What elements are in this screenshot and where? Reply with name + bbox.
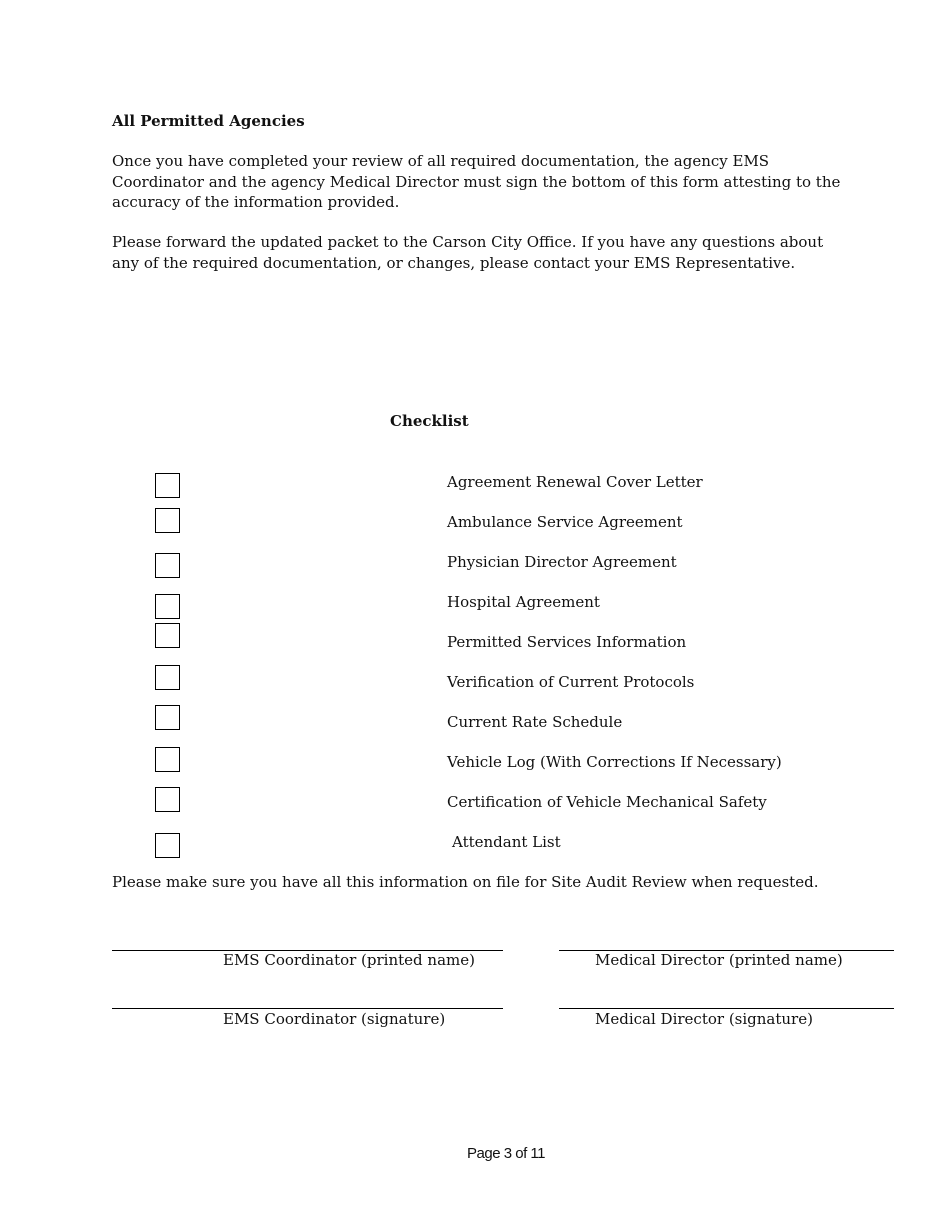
checkbox-physician-director-agreement[interactable] [155,553,180,578]
medical-director-signature-label: Medical Director (signature) [595,1010,813,1028]
checklist-item-label: Ambulance Service Agreement [447,513,683,531]
audit-note: Please make sure you have all this information on file for Site Audit Review when requested. [112,873,819,891]
checkbox-attendant-list[interactable] [155,833,180,858]
ems-coordinator-signature-label: EMS Coordinator (signature) [223,1010,446,1028]
forwarding-paragraph: Please forward the updated packet to the Carson City Office. If you have any questions about any of the required documentation, or changes, please contact your EMS Representative. [112,233,824,272]
checklist-item-label: Current Rate Schedule [447,713,623,731]
checkbox-vehicle-log[interactable] [155,747,180,772]
medical-director-printed-name-label: Medical Director (printed name) [595,951,843,969]
ems-coordinator-signature-line[interactable] [112,1008,503,1009]
checkbox-verification-protocols[interactable] [155,665,180,690]
checklist-item-label: Certification of Vehicle Mechanical Safety [447,793,767,811]
checkbox-rate-schedule[interactable] [155,705,180,730]
instructions-paragraph: Once you have completed your review of all required documentation, the agency EMS Coordinator and the agency Medical Director must sign the bottom of this form attesting to the accuracy of the information provided. [112,152,841,211]
page-number: Page 3 of 11 [467,1145,545,1162]
checkbox-hospital-agreement[interactable] [155,594,180,619]
checklist-item-label: Agreement Renewal Cover Letter [447,473,703,491]
checkbox-cover-letter[interactable] [155,473,180,498]
medical-director-signature-line[interactable] [559,1008,894,1009]
checkbox-permitted-services-information[interactable] [155,623,180,648]
checklist-item-label: Attendant List [452,833,561,851]
ems-coordinator-printed-name-label: EMS Coordinator (printed name) [223,951,475,969]
checklist-item-label: Physician Director Agreement [447,553,677,571]
section-heading: All Permitted Agencies [112,112,305,130]
checkbox-vehicle-mechanical-safety[interactable] [155,787,180,812]
checklist-item-label: Verification of Current Protocols [447,673,695,691]
checklist-title: Checklist [390,412,469,430]
checklist-item-label: Hospital Agreement [447,593,600,611]
checklist-item-label: Permitted Services Information [447,633,687,651]
checkbox-ambulance-service-agreement[interactable] [155,508,180,533]
page-footer [0,1145,950,1162]
checklist-item-label: Vehicle Log (With Corrections If Necessary) [447,753,782,771]
